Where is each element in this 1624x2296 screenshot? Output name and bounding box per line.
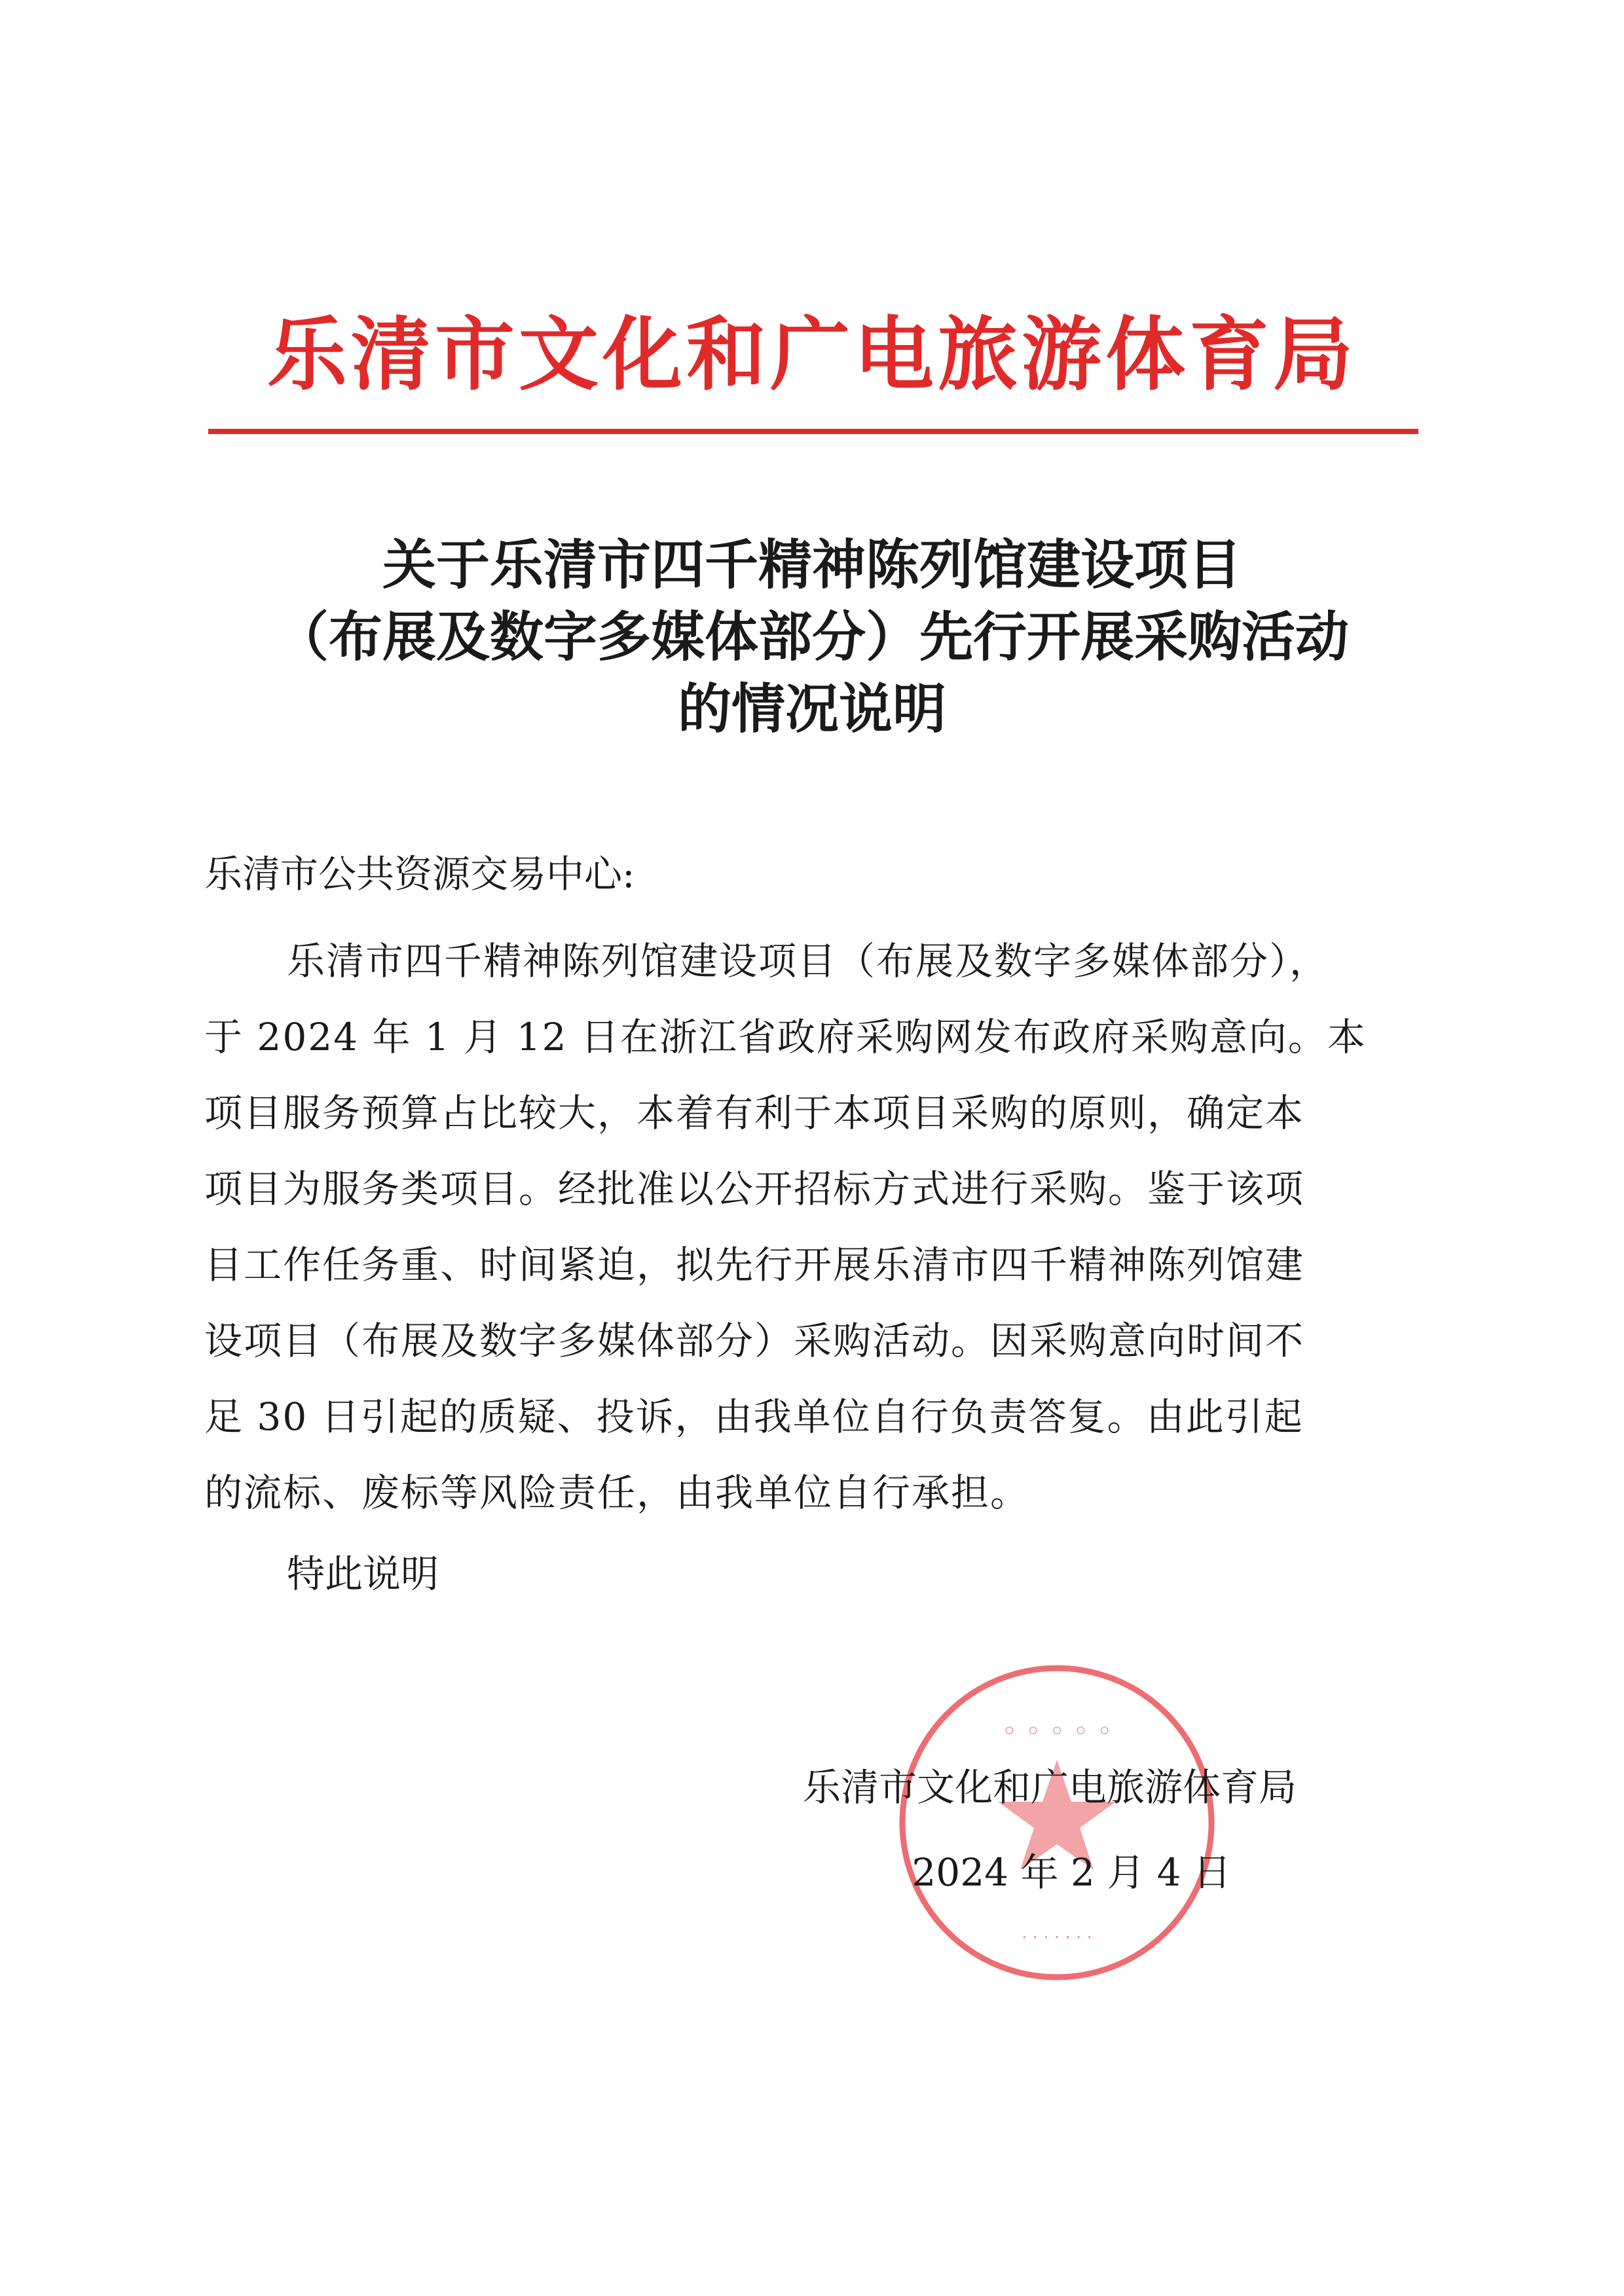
body-line: 项目为服务类项目。经批准以公开招标方式进行采购。鉴于该项 — [204, 1167, 1305, 1211]
official-seal — [896, 1662, 1218, 1984]
body-line: 足 30 日引起的质疑、投诉，由我单位自行负责答复。由此引起 — [204, 1394, 1304, 1439]
letterhead-red-rule — [208, 429, 1418, 434]
document-title — [196, 529, 1428, 745]
body-line: 目工作任务重、时间紧迫，拟先行开展乐清市四千精神陈列馆建 — [204, 1243, 1305, 1287]
title-line: 的情况说明 — [677, 678, 946, 740]
title-line: 关于乐清市四千精神陈列馆建设项目 — [382, 534, 1242, 596]
body-line: 于 2024 年 1 月 12 日在浙江省政府采购网发布政府采购意向。本 — [204, 1015, 1367, 1059]
signature-organization: 乐清市文化和广电旅游体育局 — [802, 1765, 1297, 1810]
svg-text:◦ ◦ ◦ ◦ ◦: ◦ ◦ ◦ ◦ ◦ — [1001, 1717, 1113, 1747]
recipient-line: 乐清市公共资源交易中心: — [204, 852, 635, 896]
body-paragraph — [204, 923, 1422, 1531]
letterhead-title: 乐清市文化和广电旅游体育局 — [267, 307, 1357, 401]
body-line: 的流标、废标等风险责任，由我单位自行承担。 — [204, 1470, 1030, 1515]
title-line: （布展及数字多媒体部分）先行开展采购活动 — [274, 606, 1349, 668]
closing-remark: 特此说明 — [287, 1552, 439, 1596]
body-line: 乐清市四千精神陈列馆建设项目（布展及数字多媒体部分）， — [287, 939, 1329, 983]
signature-date: 2024 年 2 月 4 日 — [912, 1850, 1231, 1895]
body-line: 设项目（布展及数字多媒体部分）采购活动。因采购意向时间不 — [204, 1319, 1305, 1363]
svg-text:· · · · · · ·: · · · · · · · — [1022, 1928, 1092, 1948]
body-line: 项目服务预算占比较大，本着有利于本项目采购的原则，确定本 — [204, 1091, 1305, 1135]
